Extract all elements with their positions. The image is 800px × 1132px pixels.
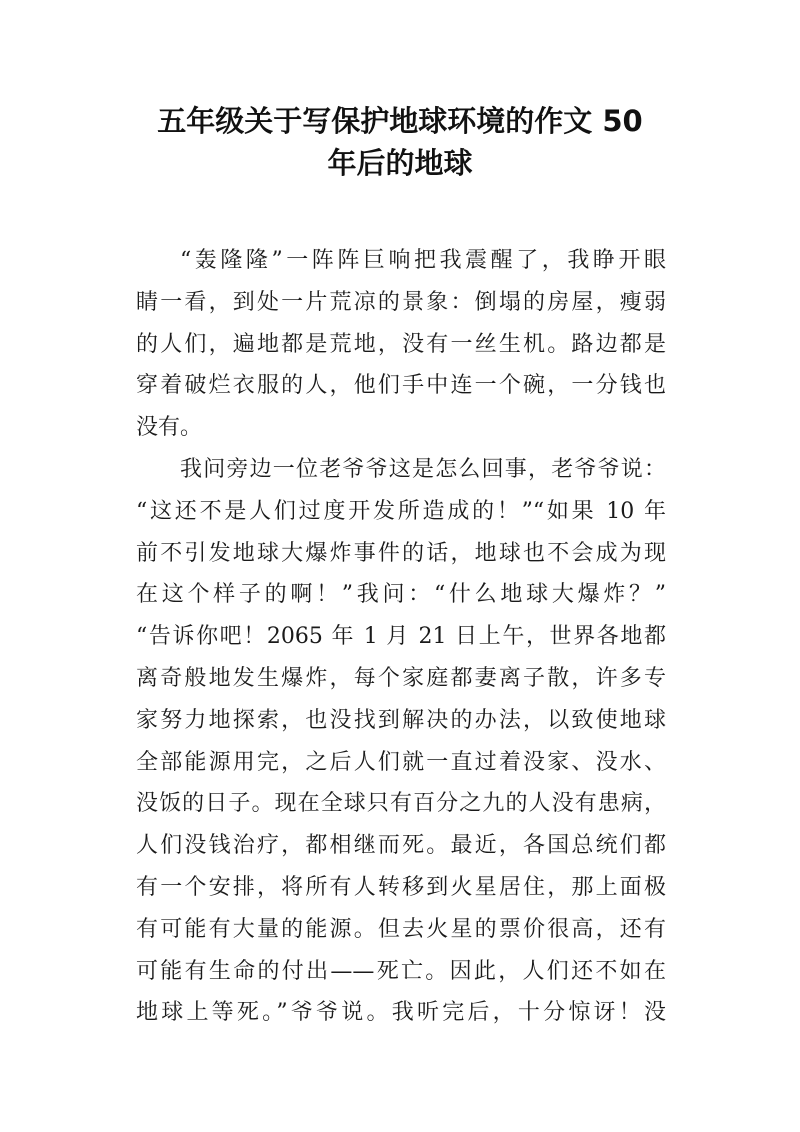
paragraph-line: 睛一看，到处一片荒凉的景象：倒塌的房屋，瘦弱 [136, 289, 666, 315]
paragraph-line: 离奇般地发生爆炸，每个家庭都妻离子散，许多专 [136, 665, 666, 691]
paragraph-line: 地球上等死。”爷爷说。我听完后，十分惊讶！没 [136, 1000, 666, 1026]
paragraph-line: 我问旁边一位老爷爷这是怎么回事，老爷爷说： [180, 456, 666, 482]
paragraph-line: “这还不是人们过度开发所造成的！”“如果 10 年 [136, 498, 666, 524]
paragraph-line: 穿着破烂衣服的人，他们手中连一个碗，一分钱也 [136, 373, 666, 399]
paragraph-line: 家努力地探索，也没找到解决的办法，以致使地球 [136, 707, 666, 733]
paragraph-line: 没饭的日子。现在全球只有百分之九的人没有患病， [136, 791, 666, 817]
paragraph-1 [136, 240, 666, 449]
paragraph-line: 在这个样子的啊！”我问：“什么地球大爆炸？” [136, 582, 666, 608]
document-title [110, 100, 690, 184]
paragraph-line: 人们没钱治疗，都相继而死。最近，各国总统们都 [136, 833, 666, 859]
paragraph-line: 前不引发地球大爆炸事件的话，地球也不会成为现 [136, 540, 666, 566]
paragraph-line: 全部能源用完，之后人们就一直过着没家、没水、 [136, 749, 666, 775]
title-line-1: 五年级关于写保护地球环境的作文 50 [157, 104, 643, 138]
paragraph-line: 有可能有大量的能源。但去火星的票价很高，还有 [136, 916, 666, 942]
paragraph-line: “轰隆隆”一阵阵巨响把我震醒了，我睁开眼 [180, 248, 666, 273]
paragraph-line: 有一个安排，将所有人转移到火星居住，那上面极 [136, 874, 666, 900]
paragraph-line: “告诉你吧！2065 年 1 月 21 日上午，世界各地都 [136, 624, 666, 650]
paragraph-line: 的人们，遍地都是荒地，没有一丝生机。路边都是 [136, 331, 666, 357]
paragraph-2 [136, 449, 666, 1034]
paragraph-line: 没有。 [136, 415, 203, 441]
document-body [136, 240, 666, 1034]
title-line-2: 年后的地球 [327, 146, 473, 180]
paragraph-line: 可能有生命的付出——死亡。因此，人们还不如在 [136, 958, 666, 984]
